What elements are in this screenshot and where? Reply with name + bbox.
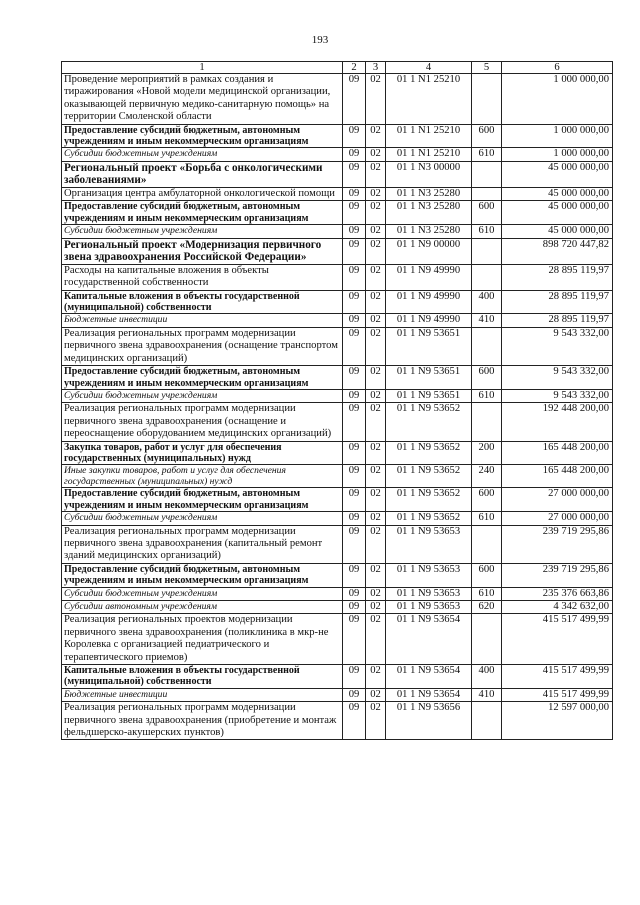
- amount-cell: 28 895 119,97: [502, 290, 613, 314]
- table-row: [62, 314, 613, 327]
- column-header-5: 5: [472, 62, 502, 74]
- table-row: [62, 688, 613, 701]
- expense-type-cell: 400: [472, 290, 502, 314]
- amount-cell: 1 000 000,00: [502, 74, 613, 125]
- table-row: [62, 225, 613, 238]
- expense-type-cell: 410: [472, 688, 502, 701]
- amount-cell: 165 448 200,00: [502, 441, 613, 465]
- target-article-cell: 01 1 N9 53654: [386, 614, 472, 665]
- section-code-cell: 09: [343, 225, 366, 238]
- target-article-cell: 01 1 N9 49990: [386, 264, 472, 290]
- section-code-cell: 09: [343, 290, 366, 314]
- target-article-cell: 01 1 N9 49990: [386, 314, 472, 327]
- expense-type-cell: [472, 702, 502, 740]
- expense-type-cell: [472, 238, 502, 264]
- amount-cell: 165 448 200,00: [502, 465, 613, 488]
- section-code-cell: 09: [343, 148, 366, 161]
- target-article-cell: 01 1 N3 25280: [386, 201, 472, 225]
- row-name-cell: Предоставление субсидий бюджетным, автономным учреждениям и иным некоммерческим организациям: [62, 124, 343, 148]
- page-number: 193: [311, 34, 329, 46]
- row-name-cell: Реализация региональных проектов модернизации первичного звена здравоохранения (поликлиника в мкр-не Королевка с организацией педиатрического и терапевтического приемов): [62, 614, 343, 665]
- section-code-cell: 09: [343, 587, 366, 600]
- row-name-cell: Проведение мероприятий в рамках создания и тиражирования «Новой модели медицинской организации, оказывающей первичную медико-санитарную помощь» на территории Смоленской области: [62, 74, 343, 125]
- expense-type-cell: 610: [472, 512, 502, 525]
- table-row: [62, 366, 613, 390]
- target-article-cell: 01 1 N9 53652: [386, 512, 472, 525]
- target-article-cell: 01 1 N9 00000: [386, 238, 472, 264]
- row-name-cell: Капитальные вложения в объекты государственной (муниципальной) собственности: [62, 290, 343, 314]
- expense-type-cell: [472, 327, 502, 365]
- target-article-cell: 01 1 N9 53656: [386, 702, 472, 740]
- expense-type-cell: 610: [472, 389, 502, 402]
- table-row: [62, 161, 613, 187]
- target-article-cell: 01 1 N9 53652: [386, 441, 472, 465]
- target-article-cell: 01 1 N3 25280: [386, 188, 472, 201]
- table-row: [62, 188, 613, 201]
- row-name-cell: Расходы на капитальные вложения в объекты государственной собственности: [62, 264, 343, 290]
- subsection-code-cell: 02: [366, 238, 386, 264]
- section-code-cell: 09: [343, 441, 366, 465]
- amount-cell: 9 543 332,00: [502, 389, 613, 402]
- amount-cell: 192 448 200,00: [502, 403, 613, 441]
- table-row: [62, 403, 613, 441]
- section-code-cell: 09: [343, 389, 366, 402]
- target-article-cell: 01 1 N1 25210: [386, 124, 472, 148]
- expense-type-cell: 600: [472, 488, 502, 512]
- row-name-cell: Бюджетные инвестиции: [62, 314, 343, 327]
- expense-type-cell: 410: [472, 314, 502, 327]
- expense-type-cell: [472, 188, 502, 201]
- table-row: [62, 327, 613, 365]
- subsection-code-cell: 02: [366, 124, 386, 148]
- amount-cell: 28 895 119,97: [502, 314, 613, 327]
- section-code-cell: 09: [343, 238, 366, 264]
- table-body: [62, 74, 613, 740]
- target-article-cell: 01 1 N9 53652: [386, 403, 472, 441]
- amount-cell: 415 517 499,99: [502, 614, 613, 665]
- section-code-cell: 09: [343, 563, 366, 587]
- section-code-cell: 09: [343, 314, 366, 327]
- subsection-code-cell: 02: [366, 614, 386, 665]
- target-article-cell: 01 1 N9 53652: [386, 465, 472, 488]
- amount-cell: 239 719 295,86: [502, 525, 613, 563]
- amount-cell: 9 543 332,00: [502, 366, 613, 390]
- subsection-code-cell: 02: [366, 403, 386, 441]
- table-row: [62, 512, 613, 525]
- section-code-cell: 09: [343, 688, 366, 701]
- expense-type-cell: [472, 614, 502, 665]
- subsection-code-cell: 02: [366, 441, 386, 465]
- section-code-cell: 09: [343, 264, 366, 290]
- row-name-cell: Реализация региональных программ модернизации первичного звена здравоохранения (оснащение и переоснащение оборудованием медицинских организаций): [62, 403, 343, 441]
- amount-cell: 4 342 632,00: [502, 601, 613, 614]
- expense-type-cell: 610: [472, 587, 502, 600]
- expense-type-cell: 600: [472, 124, 502, 148]
- subsection-code-cell: 02: [366, 161, 386, 187]
- section-code-cell: 09: [343, 201, 366, 225]
- amount-cell: 9 543 332,00: [502, 327, 613, 365]
- table-row: [62, 148, 613, 161]
- table-header-row: [62, 62, 613, 74]
- row-name-cell: Реализация региональных программ модернизации первичного звена здравоохранения (приобретение и монтаж фельдшерско-акушерских пунктов): [62, 702, 343, 740]
- amount-cell: 415 517 499,99: [502, 688, 613, 701]
- section-code-cell: 09: [343, 327, 366, 365]
- row-name-cell: Организация центра амбулаторной онкологической помощи: [62, 188, 343, 201]
- subsection-code-cell: 02: [366, 366, 386, 390]
- row-name-cell: Субсидии бюджетным учреждениям: [62, 587, 343, 600]
- expense-type-cell: 600: [472, 563, 502, 587]
- expense-type-cell: 610: [472, 148, 502, 161]
- column-header-6: 6: [502, 62, 613, 74]
- section-code-cell: 09: [343, 403, 366, 441]
- section-code-cell: 09: [343, 161, 366, 187]
- table-row: [62, 441, 613, 465]
- table-row: [62, 465, 613, 488]
- expense-type-cell: 400: [472, 665, 502, 689]
- subsection-code-cell: 02: [366, 488, 386, 512]
- row-name-cell: Субсидии бюджетным учреждениям: [62, 225, 343, 238]
- table-row: [62, 525, 613, 563]
- subsection-code-cell: 02: [366, 74, 386, 125]
- table-row: [62, 702, 613, 740]
- row-name-cell: Предоставление субсидий бюджетным, автономным учреждениям и иным некоммерческим организациям: [62, 563, 343, 587]
- column-header-4: 4: [386, 62, 472, 74]
- section-code-cell: 09: [343, 665, 366, 689]
- subsection-code-cell: 02: [366, 702, 386, 740]
- expense-type-cell: 620: [472, 601, 502, 614]
- subsection-code-cell: 02: [366, 465, 386, 488]
- row-name-cell: Иные закупки товаров, работ и услуг для обеспечения государственных (муниципальных) нужд: [62, 465, 343, 488]
- section-code-cell: 09: [343, 525, 366, 563]
- target-article-cell: 01 1 N9 49990: [386, 290, 472, 314]
- amount-cell: 28 895 119,97: [502, 264, 613, 290]
- target-article-cell: 01 1 N3 00000: [386, 161, 472, 187]
- expense-type-cell: [472, 161, 502, 187]
- subsection-code-cell: 02: [366, 225, 386, 238]
- subsection-code-cell: 02: [366, 264, 386, 290]
- target-article-cell: 01 1 N9 53653: [386, 563, 472, 587]
- target-article-cell: 01 1 N9 53652: [386, 488, 472, 512]
- section-code-cell: 09: [343, 614, 366, 665]
- table-row: [62, 124, 613, 148]
- table-row: [62, 290, 613, 314]
- row-name-cell: Бюджетные инвестиции: [62, 688, 343, 701]
- amount-cell: 45 000 000,00: [502, 201, 613, 225]
- section-code-cell: 09: [343, 74, 366, 125]
- amount-cell: 1 000 000,00: [502, 124, 613, 148]
- amount-cell: 898 720 447,82: [502, 238, 613, 264]
- column-header-1: 1: [62, 62, 343, 74]
- row-name-cell: Региональный проект «Модернизация первичного звена здравоохранения Российской Федерации»: [62, 238, 343, 264]
- subsection-code-cell: 02: [366, 688, 386, 701]
- row-name-cell: Закупка товаров, работ и услуг для обеспечения государственных (муниципальных) нужд: [62, 441, 343, 465]
- subsection-code-cell: 02: [366, 148, 386, 161]
- section-code-cell: 09: [343, 188, 366, 201]
- subsection-code-cell: 02: [366, 389, 386, 402]
- table-row: [62, 389, 613, 402]
- row-name-cell: Субсидии бюджетным учреждениям: [62, 148, 343, 161]
- amount-cell: 27 000 000,00: [502, 512, 613, 525]
- target-article-cell: 01 1 N9 53653: [386, 587, 472, 600]
- target-article-cell: 01 1 N9 53651: [386, 366, 472, 390]
- row-name-cell: Предоставление субсидий бюджетным, автономным учреждениям и иным некоммерческим организациям: [62, 366, 343, 390]
- expense-type-cell: [472, 74, 502, 125]
- section-code-cell: 09: [343, 488, 366, 512]
- target-article-cell: 01 1 N3 25280: [386, 225, 472, 238]
- target-article-cell: 01 1 N9 53653: [386, 601, 472, 614]
- subsection-code-cell: 02: [366, 525, 386, 563]
- row-name-cell: Предоставление субсидий бюджетным, автономным учреждениям и иным некоммерческим организациям: [62, 488, 343, 512]
- row-name-cell: Реализация региональных программ модернизации первичного звена здравоохранения (оснащение транспортом медицинских организаций): [62, 327, 343, 365]
- target-article-cell: 01 1 N9 53653: [386, 525, 472, 563]
- table-row: [62, 201, 613, 225]
- expense-type-cell: 600: [472, 201, 502, 225]
- table-row: [62, 601, 613, 614]
- section-code-cell: 09: [343, 366, 366, 390]
- table-row: [62, 264, 613, 290]
- table-row: [62, 614, 613, 665]
- target-article-cell: 01 1 N9 53651: [386, 389, 472, 402]
- expense-type-cell: [472, 403, 502, 441]
- section-code-cell: 09: [343, 465, 366, 488]
- table-row: [62, 563, 613, 587]
- subsection-code-cell: 02: [366, 314, 386, 327]
- budget-table: [61, 61, 613, 740]
- amount-cell: 12 597 000,00: [502, 702, 613, 740]
- target-article-cell: 01 1 N1 25210: [386, 148, 472, 161]
- table-row: [62, 488, 613, 512]
- amount-cell: 415 517 499,99: [502, 665, 613, 689]
- amount-cell: 235 376 663,86: [502, 587, 613, 600]
- expense-type-cell: 200: [472, 441, 502, 465]
- row-name-cell: Предоставление субсидий бюджетным, автономным учреждениям и иным некоммерческим организациям: [62, 201, 343, 225]
- subsection-code-cell: 02: [366, 290, 386, 314]
- amount-cell: 239 719 295,86: [502, 563, 613, 587]
- section-code-cell: 09: [343, 512, 366, 525]
- row-name-cell: Реализация региональных программ модернизации первичного звена здравоохранения (капитальный ремонт зданий медицинских организаций): [62, 525, 343, 563]
- subsection-code-cell: 02: [366, 665, 386, 689]
- table-row: [62, 665, 613, 689]
- column-header-2: 2: [343, 62, 366, 74]
- table-row: [62, 587, 613, 600]
- amount-cell: 45 000 000,00: [502, 161, 613, 187]
- subsection-code-cell: 02: [366, 327, 386, 365]
- subsection-code-cell: 02: [366, 563, 386, 587]
- column-header-3: 3: [366, 62, 386, 74]
- section-code-cell: 09: [343, 702, 366, 740]
- subsection-code-cell: 02: [366, 587, 386, 600]
- target-article-cell: 01 1 N9 53654: [386, 665, 472, 689]
- row-name-cell: Капитальные вложения в объекты государственной (муниципальной) собственности: [62, 665, 343, 689]
- expense-type-cell: 610: [472, 225, 502, 238]
- amount-cell: 27 000 000,00: [502, 488, 613, 512]
- table-row: [62, 74, 613, 125]
- subsection-code-cell: 02: [366, 512, 386, 525]
- amount-cell: 1 000 000,00: [502, 148, 613, 161]
- amount-cell: 45 000 000,00: [502, 225, 613, 238]
- subsection-code-cell: 02: [366, 601, 386, 614]
- section-code-cell: 09: [343, 124, 366, 148]
- target-article-cell: 01 1 N1 25210: [386, 74, 472, 125]
- row-name-cell: Региональный проект «Борьба с онкологическими заболеваниями»: [62, 161, 343, 187]
- table-row: [62, 238, 613, 264]
- amount-cell: 45 000 000,00: [502, 188, 613, 201]
- subsection-code-cell: 02: [366, 188, 386, 201]
- target-article-cell: 01 1 N9 53654: [386, 688, 472, 701]
- expense-type-cell: [472, 264, 502, 290]
- expense-type-cell: [472, 525, 502, 563]
- expense-type-cell: 240: [472, 465, 502, 488]
- row-name-cell: Субсидии автономным учреждениям: [62, 601, 343, 614]
- section-code-cell: 09: [343, 601, 366, 614]
- subsection-code-cell: 02: [366, 201, 386, 225]
- row-name-cell: Субсидии бюджетным учреждениям: [62, 512, 343, 525]
- target-article-cell: 01 1 N9 53651: [386, 327, 472, 365]
- row-name-cell: Субсидии бюджетным учреждениям: [62, 389, 343, 402]
- expense-type-cell: 600: [472, 366, 502, 390]
